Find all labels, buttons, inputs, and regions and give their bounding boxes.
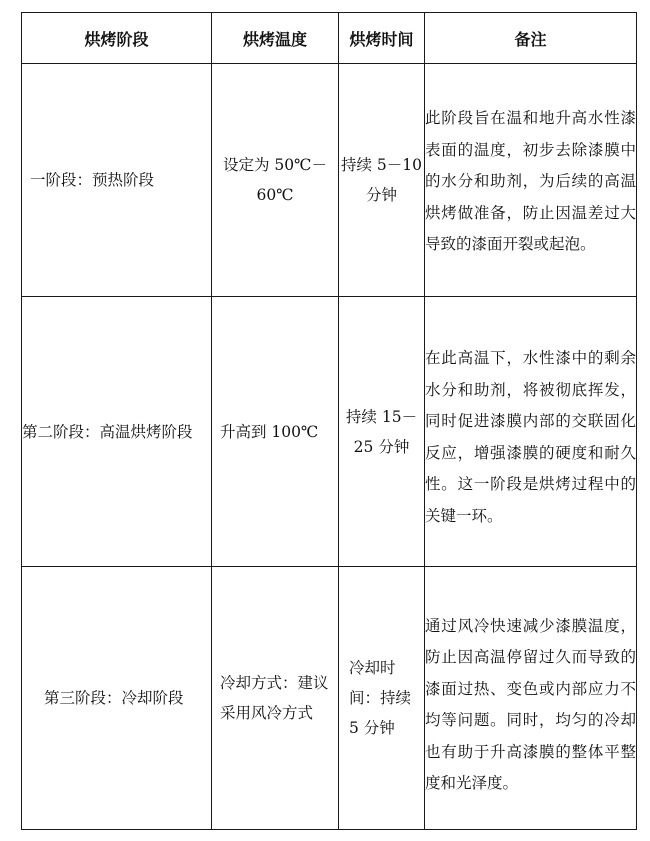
note-cell: 此阶段旨在温和地升高水性漆表面的温度，初步去除漆膜中的水分和助剂，为后续的高温烘烤做准备，防止因温差过大导致的漆面开裂或起泡。 bbox=[425, 64, 637, 297]
table-row bbox=[22, 567, 637, 830]
time-cell: 持续 15－25 分钟 bbox=[339, 296, 425, 567]
time-cell: 冷却时间：持续 5 分钟 bbox=[339, 567, 425, 830]
temperature-cell: 冷却方式：建议采用风冷方式 bbox=[212, 567, 339, 830]
baking-stages-table bbox=[21, 12, 637, 830]
header-stage: 烘烤阶段 bbox=[22, 13, 212, 64]
table-row bbox=[22, 64, 637, 297]
stage-cell: 一阶段：预热阶段 bbox=[22, 64, 212, 297]
header-time: 烘烤时间 bbox=[339, 13, 425, 64]
temperature-cell: 升高到 100℃ bbox=[212, 296, 339, 567]
table-header-row bbox=[22, 13, 637, 64]
temperature-cell: 设定为 50℃－60℃ bbox=[212, 64, 339, 297]
note-cell: 通过风冷快速减少漆膜温度，防止因高温停留过久而导致的漆面过热、变色或内部应力不均等问题。同时，均匀的冷却也有助于升高漆膜的整体平整度和光泽度。 bbox=[425, 567, 637, 830]
note-cell: 在此高温下，水性漆中的剩余水分和助剂，将被彻底挥发，同时促进漆膜内部的交联固化反应，增强漆膜的硬度和耐久性。这一阶段是烘烤过程中的关键一环。 bbox=[425, 296, 637, 567]
header-temperature: 烘烤温度 bbox=[212, 13, 339, 64]
stage-cell: 第二阶段：高温烘烤阶段 bbox=[22, 296, 212, 567]
header-note: 备注 bbox=[425, 13, 637, 64]
stage-cell: 第三阶段：冷却阶段 bbox=[22, 567, 212, 830]
table-row bbox=[22, 296, 637, 567]
time-cell: 持续 5－10 分钟 bbox=[339, 64, 425, 297]
